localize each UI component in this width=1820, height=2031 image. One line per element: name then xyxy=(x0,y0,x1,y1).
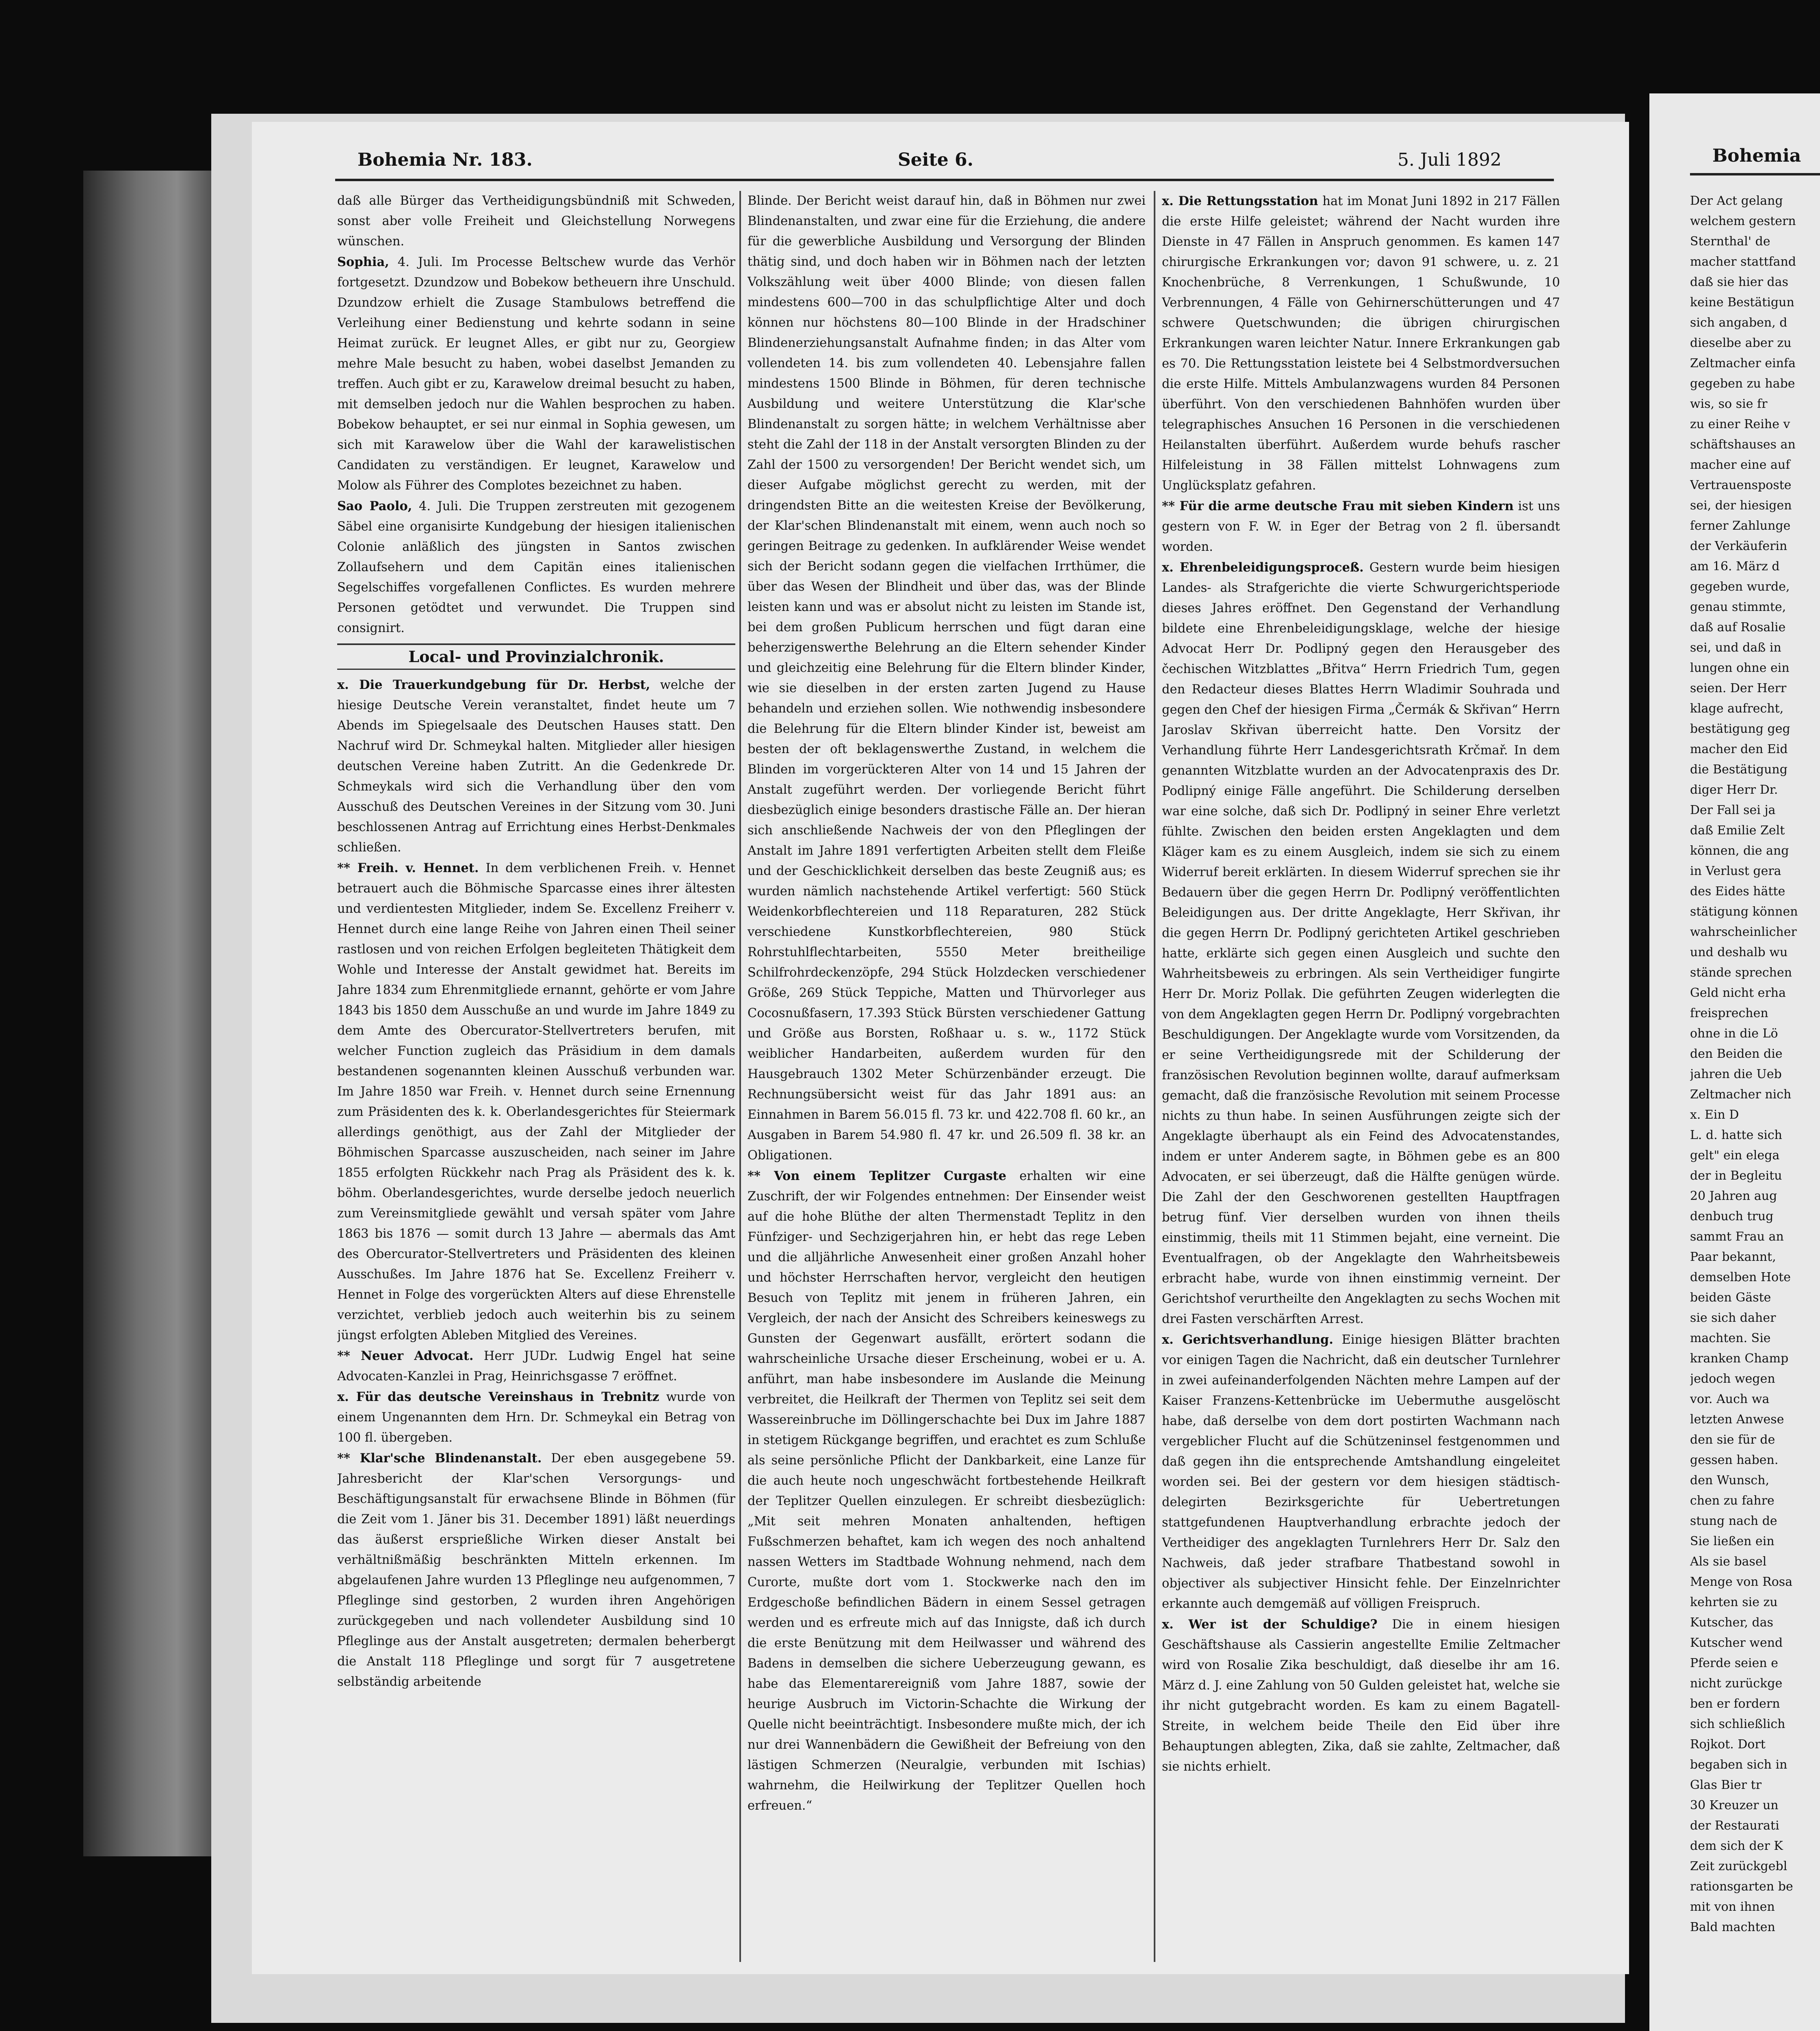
next-page-line: Zeltmacher nich xyxy=(1690,1087,1792,1102)
next-page-line: gessen haben. xyxy=(1690,1453,1779,1467)
next-page-line: daß sie hier das xyxy=(1690,275,1788,289)
next-page-line: Vertrauensposte xyxy=(1690,478,1792,492)
next-page-line: bestätigung geg xyxy=(1690,722,1790,736)
next-page-line: Zeltmacher einfa xyxy=(1690,356,1796,370)
article xyxy=(1162,1614,1560,1777)
article-body: wurde von einem Ungenannten dem Hrn. Dr. Schmeykal ein Betrag von 100 fl. übergeben. xyxy=(337,1390,735,1445)
next-page-line: wis, so sie fr xyxy=(1690,397,1768,411)
article-body: Die in einem hiesigen Geschäftshause als Cassierin angestellte Emilie Zeltmacher wird von Rosalie Zika beschuldigt, daß dieselbe ihr am 16. März d. J. eine Zahlung von 50 Gulden geleistet hat, welche sie ihr nicht gutgebracht worden. Es kam zu einem Bagatell-Streite, in welchem beide Theile den Eid über ihre Behauptungen ablegten, Zika, daß sie zahlte, Zeltmacher, daß sie nichts erhielt. xyxy=(1162,1617,1560,1774)
next-page-line: sich angaben, d xyxy=(1690,316,1788,330)
next-page-line: freisprechen xyxy=(1690,1006,1768,1020)
next-page-line: Paar bekannt, xyxy=(1690,1250,1776,1264)
article-title: Sophia, xyxy=(337,255,389,269)
next-page-line: Geld nicht erha xyxy=(1690,986,1786,1000)
paragraph: daß alle Bürger das Vertheidigungsbündniß mit Schweden, sonst aber volle Freiheit und Gleichstellung Norwegens wünschen. xyxy=(337,194,735,249)
column-divider xyxy=(1154,191,1155,1962)
next-page-line: wahrscheinlicher xyxy=(1690,925,1797,939)
article-body: Einige hiesigen Blätter brachten vor einigen Tagen die Nachricht, daß ein deutscher Turnlehrer in zwei aufeinanderfolgenden Nächten mehre Lampen auf der Kaiser Franzens-Kettenbrücke im Uebermuthe ausgelöscht habe, daß derselbe von dem dort postirten Wachmann nach vergeblicher Flucht auf die Schützeninsel festgenommen und daß gegen ihn die entsprechende Amtshandlung eingeleitet worden sei. Bei der gestern vor dem hiesigen städtisch-delegirten Bezirksgerichte für Uebertretungen stattgefundenen Hauptverhandlung erbrachte jedoch der Vertheidiger des angeklagten Turnlehrers Herr Dr. Salz den Nachweis, daß jeder strafbare Thatbestand sowohl in objectiver als subjectiver Hinsicht fehle. Der Einzelnrichter erkannte auch demgemäß auf völligen Freispruch. xyxy=(1162,1333,1560,1611)
next-page-line: chen zu fahre xyxy=(1690,1494,1774,1508)
next-page-line: jahren die Ueb xyxy=(1690,1067,1782,1081)
next-page-line: den Beiden die xyxy=(1690,1047,1783,1061)
next-page-line: vor. Auch wa xyxy=(1690,1392,1770,1406)
next-page-line: machten. Sie xyxy=(1690,1331,1771,1345)
next-page-line: Rojkot. Dort xyxy=(1690,1737,1766,1752)
next-page-line: der Verkäuferin xyxy=(1690,539,1788,553)
next-page-line: des Eides hätte xyxy=(1690,884,1785,899)
next-page-line: Glas Bier tr xyxy=(1690,1778,1762,1792)
next-page-line: rationsgarten be xyxy=(1690,1879,1793,1894)
next-page-line: können, die ang xyxy=(1690,844,1789,858)
header-rule xyxy=(335,179,1554,181)
header-right: 5. Juli 1892 xyxy=(1398,149,1502,170)
next-page-line: gegeben wurde, xyxy=(1690,580,1790,594)
article-body: erhalten wir eine Zuschrift, der wir Folgendes entnehmen: Der Einsender weist auf die hohe Blüthe der alten Thermenstadt Teplitz in den Fünfziger- und Sechzigerjahren hin, er hebt das rege Leben und die alljährliche Anwesenheit einer großen Anzahl hoher und höchster Herrschaften hervor, vergleicht den heutigen Besuch von Teplitz mit jenem in früheren Jahren, ein Vergleich, der nach der Ansicht des Schreibers keineswegs zu Gunsten der Gegenwart ausfällt, erörtert sodann die wahrscheinliche Ursache dieser Erscheinung, wobei er u. A. anführt, man habe insbesondere im Auslande die Meinung verbreitet, die Heilkraft der Thermen von Teplitz sei seit dem Wassereinbruche im Döllingerschachte bei Dux im Jahre 1887 in stetigem Rückgange begriffen, und erachtet es zum Schluße als seine persönliche Pflicht der Dankbarkeit, eine Lanze für die auch heute noch ungeschwächt fortbestehende Heilkraft der Teplitzer Quellen einzulegen. Er schreibt diesbezüglich: „Mit seit mehren Monaten anhaltenden, heftigen Fußschmerzen behaftet, kam ich wegen des noch anhaltend nassen Wetters im Stadtbade Wohnung nehmend, nach dem Curorte, mußte dort vom 1. Stockwerke nach den im Erdgeschoße befindlichen Bädern in einem Sessel getragen werden und es erfreute mich auf das Innigste, daß ich durch die erste Benützung mit dem Heilwasser und während des Badens in demselben die sichere Ueberzeugung gewann, es habe das Elementarereigniß vom Jahre 1887, sowie der heurige Ausbruch im Victorin-Schachte die Wirkung der Quelle nicht beeinträchtigt. Insbesondere mußte mich, der ich nur drei Wannenbädern die Gewißheit der Befreiung von den lästigen Schmerzen (Neuralgie, verbunden mit Ischias) wahrnehm, die Heilwirkung der Teplitzer Quellen hoch erfreuen.“ xyxy=(748,1169,1146,1813)
article-title: x. Die Trauerkundgebung für Dr. Herbst, xyxy=(337,678,650,692)
next-page-line: kranken Champ xyxy=(1690,1351,1789,1366)
header-left: Bohemia Nr. 183. xyxy=(358,149,533,170)
section-heading: Local- und Provinzialchronik. xyxy=(337,643,735,670)
next-page-line: sei, und daß in xyxy=(1690,641,1781,655)
next-page-line: Der Fall sei ja xyxy=(1690,803,1776,817)
article xyxy=(337,858,735,1346)
next-page-line: 30 Kreuzer un xyxy=(1690,1798,1779,1812)
next-page-line: Sternthal' de xyxy=(1690,234,1770,249)
next-page-line: und deshalb wu xyxy=(1690,945,1788,959)
article xyxy=(337,1387,735,1448)
next-page-line: Sie ließen ein xyxy=(1690,1534,1774,1548)
next-page-line: den Wunsch, xyxy=(1690,1473,1770,1488)
next-page-line: seien. Der Herr xyxy=(1690,681,1787,695)
article-body: 4. Juli. Die Truppen zerstreuten mit gezogenem Säbel eine organisirte Kundgebung der hiesigen italienischen Colonie anläßlich des jüngsten in Santos zwischen Zollaufsehern und dem Capitän eines italienischen Segelschiffes vorgefallenen Conflictes. Es wurden mehrere Personen getödtet und verwundet. Die Truppen sind consignirt. xyxy=(337,499,735,635)
next-page-line: gelt" ein elega xyxy=(1690,1148,1780,1163)
next-page-line: denbuch trug xyxy=(1690,1209,1774,1223)
article xyxy=(1162,496,1560,557)
article xyxy=(748,1166,1146,1816)
article-body: welche der hiesige Deutsche Verein veranstaltet, findet heute um 7 Abends im Spiegelsaale des Deutschen Hauses statt. Den Nachruf wird Dr. Schmeykal halten. Mitglieder aller hiesigen deutschen Vereine haben Zutritt. An die Gedenkrede Dr. Schmeykals wird sich die Verhandlung über den vom Ausschuß des Deutschen Vereines in der Sitzung vom 30. Juni beschlossenen Antrag auf Errichtung eines Herbst-Denkmales schließen. xyxy=(337,678,735,855)
next-page-line: Kutscher wend xyxy=(1690,1636,1783,1650)
header-center: Seite 6. xyxy=(898,149,974,170)
next-page-line: letzten Anwese xyxy=(1690,1412,1784,1427)
next-page-line: sei, der hiesigen xyxy=(1690,498,1792,513)
next-page-line: beiden Gäste xyxy=(1690,1290,1771,1305)
next-page-line: dieselbe aber zu xyxy=(1690,336,1792,350)
next-page-line: macher den Eid xyxy=(1690,742,1788,756)
column-1 xyxy=(337,191,735,1962)
next-page-line: Menge von Rosa xyxy=(1690,1575,1793,1589)
column-divider xyxy=(739,191,741,1962)
next-page-line: genau stimmte, xyxy=(1690,600,1786,614)
next-page-line: zu einer Reihe v xyxy=(1690,417,1790,431)
next-page-line: keine Bestätigun xyxy=(1690,295,1794,310)
next-page-line: demselben Hote xyxy=(1690,1270,1791,1284)
next-page-line: in Verlust gera xyxy=(1690,864,1781,878)
article-title: ** Von einem Teplitzer Curgaste xyxy=(748,1169,1007,1183)
next-page-line: gegeben zu habe xyxy=(1690,377,1795,391)
next-page-header: Bohemia xyxy=(1712,145,1801,166)
article xyxy=(337,675,735,858)
next-page-line: die Bestätigung xyxy=(1690,762,1788,777)
next-page-line: jedoch wegen xyxy=(1690,1372,1775,1386)
article-body: Gestern wurde beim hiesigen Landes- als Strafgerichte die vierte Schwurgerichtsperiode dieses Jahres eröffnet. Den Gegenstand der Verhandlung bildete eine Ehrenbeleidigungsklage, welche der hiesige Advocat Herr Dr. Podlipný gegen den Herausgeber des čechischen Witzblattes „Břitva“ Herrn Friedrich Tum, gegen den Redacteur dieses Blattes Herrn Wladimir Souhrada und gegen den Chef der hiesigen Firma „Čermák & Skřivan“ Herrn Jaroslav Skřivan überreicht hatte. Den Vorsitz der Verhandlung führte Herr Landesgerichtsrath Krčmař. In dem genannten Witzblatte wurden an der Advocatenpraxis des Dr. Podlipný einige Fälle angeführt. Die Schilderung derselben war eine solche, daß sich Dr. Podlipný in seiner Ehre verletzt fühlte. Zwischen den beiden ersten Angeklagten und dem Kläger kam es zu einem Ausgleich, indem sie sich zu einem Widerruf bereit erklärten. In diesem Widerruf sprechen sie ihr Bedauern über die gegen Herrn Dr. Podlipný veröffentlichten Beleidigungen aus. Der dritte Angeklagte, Herr Skřivan, ihr die gegen Herrn Dr. Podlipný gerichteten Artikel geschrieben hatte, erklärte sich gegen einen Ausgleich und suchte den Wahrheitsbeweis zu erbringen. Als sein Vertheidiger fungirte Herr Dr. Moriz Pollak. Die geführten Zeugen widerlegten die von dem Angeklagten gegen Herrn Dr. Podlipný vorgebrachten Beschuldigungen. Der Angeklagte wurde vom Vorsitzenden, da er seine Vertheidigungsrede mit der Schilderung der französischen Revolution beginnen wollte, darauf aufmerksam gemacht, daß die französische Revolution mit seinem Processe nichts zu thun habe. In seinen Ausführungen zeigte sich der Angeklagte überhaupt als ein Feind des Advocatenstandes, indem er unter Anderem sagte, in Böhmen gebe es an 800 Advocaten, er sei überzeugt, daß die Hälfte genügen würde. Die Zahl der den Geschworenen gestellten Hauptfragen betrug fünf. Vier derselben wurden von ihnen theils einstimmig, theils mit 11 Stimmen bejaht, eine verneint. Die Eventualfragen, ob der Angeklagte den Wahrheitsbeweis erbracht habe, wurde von ihnen einstimmig verneint. Der Gerichtshof verurtheilte den Angeklagten zu sechs Wochen mit drei Fasten verschärften Arrest. xyxy=(1162,561,1560,1326)
next-page-line: ben er fordern xyxy=(1690,1697,1780,1711)
next-page-line: stätigung können xyxy=(1690,905,1798,919)
article xyxy=(337,252,735,496)
article-title: x. Wer ist der Schuldige? xyxy=(1162,1617,1378,1632)
next-page-line: x. Ein D xyxy=(1690,1108,1739,1122)
next-page-line: kehrten sie zu xyxy=(1690,1595,1778,1609)
article-title: ** Für die arme deutsche Frau mit sieben Kindern xyxy=(1162,499,1514,513)
next-page-line: sich schließlich xyxy=(1690,1717,1785,1731)
next-page-line: stände sprechen xyxy=(1690,966,1792,980)
book-binding xyxy=(83,171,217,1856)
next-page-line: am 16. März d xyxy=(1690,559,1780,574)
next-page-line: den sie für de xyxy=(1690,1433,1775,1447)
article xyxy=(1162,191,1560,496)
article-title: x. Die Rettungsstation xyxy=(1162,194,1318,208)
next-page-line: dem sich der K xyxy=(1690,1839,1783,1853)
next-page-line: macher eine auf xyxy=(1690,458,1790,472)
article-title: ** Neuer Advocat. xyxy=(337,1349,474,1363)
article-title: x. Für das deutsche Vereinshaus in Trebnitz xyxy=(337,1390,659,1404)
article xyxy=(1162,557,1560,1329)
article-body: Herr JUDr. Ludwig Engel hat seine Advocaten-Kanzlei in Prag, Heinrichsgasse 7 eröffnet. xyxy=(337,1349,735,1384)
article-title: ** Freih. v. Hennet. xyxy=(337,861,479,875)
next-page-line: welchem gestern xyxy=(1690,214,1796,228)
next-page-line: ohne in die Lö xyxy=(1690,1026,1778,1041)
next-page-line: sammt Frau an xyxy=(1690,1230,1784,1244)
next-page-line: Der Act gelang xyxy=(1690,194,1783,208)
article xyxy=(1162,1329,1560,1614)
next-page-line: Bald machten xyxy=(1690,1920,1775,1934)
next-page-line: daß Emilie Zelt xyxy=(1690,823,1785,838)
next-page-line: Kutscher, das xyxy=(1690,1615,1774,1630)
article xyxy=(337,496,735,639)
article-body: 4. Juli. Im Processe Beltschew wurde das Verhör fortgesetzt. Dzundzow und Bobekow betheuern ihre Unschuld. Dzundzow erhielt die Zusage Stambulows betreffend die Verleihung einer Bedienstung und kehrte sodann in seine Heimat zurück. Er leugnet Alles, er gibt nur zu, Georgiew mehre Male besucht zu haben, wobei daselbst Jemanden zu treffen. Auch gibt er zu, Karawelow dreimal besucht zu haben, mit demselben jedoch nur die Wahlen besprochen zu haben. Bobekow behauptet, er sei nur einmal in Sophia gewesen, um sich mit Karawelow über die Wahl der karawelistischen Candidaten zu verständigen. Er leugnet, Karawelow und Molow als Führer des Complotes bezeichnet zu haben. xyxy=(337,255,735,493)
next-page-line: L. d. hatte sich xyxy=(1690,1128,1782,1142)
next-page-line: diger Herr Dr. xyxy=(1690,783,1778,797)
next-page-line: begaben sich in xyxy=(1690,1758,1788,1772)
column-3 xyxy=(1162,191,1560,1962)
next-page-line: der Restaurati xyxy=(1690,1819,1779,1833)
article-body: In dem verblichenen Freih. v. Hennet betrauert auch die Böhmische Sparcasse eines ihrer ältesten und verdientesten Mitglieder, indem Se. Excellenz Freiherr v. Hennet durch eine lange Reihe von Jahren einen Theil seiner rastlosen und von reichen Erfolgen begleiteten Thätigkeit dem Wohle und Interesse der Anstalt gewidmet hat. Bereits im Jahre 1834 zum Ehrenmitgliede ernannt, gehörte er vom Jahre 1843 bis 1850 dem Ausschuße an und wurde im Jahre 1849 zu dem Amte des Obercurator-Stellvertreters berufen, mit welcher Function zugleich das Präsidium in dem damals bestandenen sogenannten kleinen Ausschuß verbunden war. Im Jahre 1850 war Freih. v. Hennet durch seine Ernennung zum Präsidenten des k. k. Oberlandesgerichtes für Steiermark allerdings genöthigt, aus der Zahl der Mitglieder der Böhmischen Sparcasse auszuscheiden, nach seiner im Jahre 1855 erfolgten Rückkehr nach Prag als Präsident des k. k. böhm. Oberlandesgerichtes, wurde derselbe jedoch neuerlich zum Vereinsmitgliede gewählt und versah später vom Jahre 1863 bis 1876 — somit durch 13 Jahre — abermals das Amt des Obercurator-Stellvertreters und Präsidenten des kleinen Ausschußes. Im Jahre 1876 hat Se. Excellenz Freiherr v. Hennet in Folge des vorgerückten Alters auf diese Ehrenstelle verzichtet, verblieb jedoch auch weiterhin bis zu seinem jüngst erfolgten Ableben Mitglied des Vereines. xyxy=(337,861,735,1342)
next-page-line: macher stattfand xyxy=(1690,255,1796,269)
next-page-line: nicht zurückge xyxy=(1690,1676,1783,1691)
next-page-line: Zeit zurückgebl xyxy=(1690,1859,1788,1873)
article-body: Der eben ausgegebene 59. Jahresbericht der Klar'schen Versorgungs- und Beschäftigungsanstalt für erwachsene Blinde in Böhmen (für die Zeit vom 1. Jäner bis 31. December 1891) läßt neuerdings das äußerst ersprießliche Wirken dieser Anstalt bei verhältnißmäßig beschränkten Mitteln erkennen. Im abgelaufenen Jahre wurden 13 Pfleglinge neu aufgenommen, 7 Pfleglinge sind gestorben, 2 wurden ihren Angehörigen zurückgegeben und nach vollendeter Ausbildung sind 10 Pfleglinge aus der Anstalt ausgetreten; dermalen beherbergt die Anstalt 118 Pfleglinge und sorgt für 7 ausgetretene selbständig arbeitende xyxy=(337,1451,735,1689)
article-title: Sao Paolo, xyxy=(337,499,412,513)
paragraph: Blinde. Der Bericht weist darauf hin, daß in Böhmen nur zwei Blindenanstalten, und zwar eine für die Erziehung, die andere für die gewerbliche Ausbildung und Versorgung der Blinden thätig sind, und doch haben wir in Böhmen nach der letzten Volkszählung weit über 4000 Blinde; von diesen fallen mindestens 600—700 in das schulpflichtige Alter und doch können nur höchstens 80—100 Blinde in der Hradschiner Blindenerziehungsanstalt Aufnahme finden; in das Alter vom vollendeten 14. bis zum vollendeten 40. Lebensjahre fallen mindestens 1500 Blinde in Böhmen, für deren technische Ausbildung und weitere Unterstützung die Klar'sche Blindenanstalt zu sorgen hätte; in welchem Verhältnisse aber steht die Zahl der 118 in der Anstalt versorgten Blinden zu der Zahl der 1500 zu versorgenden! Der Bericht wendet sich, um dieser Aufgabe möglichst gerecht zu werden, mit der dringendsten Bitte an die weitesten Kreise der Bevölkerung, der Klar'schen Blindenanstalt mit einem, wenn auch noch so geringen Beitrage zu gedenken. In aufklärender Weise wendet sich der Bericht sodann gegen die vielfachen Irrthümer, die über das Wesen der Blindheit und über das, was der Blinde leisten kann und was er absolut nicht zu leisten im Stande ist, bei dem großen Publicum herrschen und fügt daran eine beherzigenswerthe Belehrung an die Eltern sehender Kinder und gleichzeitig eine Belehrung für die Eltern blinder Kinder, wie sie dieselben in der ersten zarten Jugend zu Hause behandeln und erziehen sollen. Wie nothwendig insbesondere die Belehrung für die Eltern blinder Kinder ist, beweist am besten der oft beklagenswerthe Zustand, in welchem die Blinden im vorgerückteren Alter von 14 und 15 Jahren der Anstalt zugeführt werden. Der vorliegende Bericht führt diesbezüglich einige besonders drastische Fälle an. Der hieran sich anschließende Nachweis der von den Pfleglingen der Anstalt im Jahre 1891 verfertigten Arbeiten stellt dem Fleiße und der Geschicklichkeit derselben das beste Zeugniß aus; es wurden nämlich nachstehende Artikel verfertigt: 560 Stück Weidenkorbflechtereien und 118 Reparaturen, 282 Stück verschiedene Kunstkorbflechtereien, 980 Stück Rohrstuhlflechtarbeiten, 5550 Meter breitheilige Schilfrohrdeckenzöpfe, 294 Stück Holzdecken verschiedener Größe, 269 Stück Teppiche, Matten und Thürvorleger aus Cocosnußfasern, 17.393 Stück Bürsten verschiedener Gattung und Größe aus Borsten, Roßhaar u. s. w., 1172 Stück weiblicher Handarbeiten, außerdem wurden für den Hausgebrauch 1302 Meter Schürzenbänder erzeugt. Die Rechnungsübersicht weist für das Jahr 1891 aus: an Einnahmen in Barem 56.015 fl. 73 kr. und 422.708 fl. 60 kr., an Ausgaben in Barem 54.980 fl. 47 kr. und 26.509 fl. 38 kr. an Obligationen. xyxy=(748,194,1146,1163)
article xyxy=(337,1448,735,1692)
next-page-column xyxy=(1690,191,1820,1994)
article-body: hat im Monat Juni 1892 in 217 Fällen die erste Hilfe geleistet; während der Nacht wurden ihre Dienste in 47 Fällen in Anspruch genommen. Es kamen 147 chirurgische Erkrankungen vor; davon 91 schwere, u. z. 21 Knochenbrüche, 8 Verrenkungen, 1 Schußwunde, 10 Verbrennungen, 4 Fälle von Gehirnerschütterungen und 47 schwere Quetschwunden; die übrigen chirurgischen Erkrankungen waren leichter Natur. Innere Erkrankungen gab es 70. Die Rettungsstation leistete bei 4 Selbstmordversuchen die erste Hilfe. Mittels Ambulanzwagens wurden 84 Personen überführt. Von den verschiedenen Bahnhöfen wurden über telegraphisches Ansuchen 16 Personen in die verschiedenen Heilanstalten überführt. Außerdem wurde behufs rascher Hilfeleistung in 38 Fällen mittelst Lohnwagens zum Unglücksplatz gefahren. xyxy=(1162,194,1560,493)
next-page-line: Pferde seien e xyxy=(1690,1656,1778,1670)
next-page-line: klage aufrecht, xyxy=(1690,702,1784,716)
next-page-line: daß auf Rosalie xyxy=(1690,620,1786,634)
article-title: ** Klar'sche Blindenanstalt. xyxy=(337,1451,542,1466)
next-page-line: Als sie basel xyxy=(1690,1555,1767,1569)
column-2 xyxy=(748,191,1146,1962)
next-page-line: der in Begleitu xyxy=(1690,1169,1782,1183)
next-page-line: 20 Jahren aug xyxy=(1690,1189,1777,1203)
next-page-line: schäftshauses an xyxy=(1690,437,1796,452)
next-page-line: ferner Zahlunge xyxy=(1690,519,1791,533)
next-page-rule xyxy=(1690,173,1820,175)
article xyxy=(337,1346,735,1387)
next-page-line: stung nach de xyxy=(1690,1514,1777,1528)
next-page-line: lungen ohne ein xyxy=(1690,661,1790,675)
next-page-line: sie sich daher xyxy=(1690,1311,1776,1325)
article-body: ist uns gestern von F. W. in Eger der Betrag von 2 fl. übersandt worden. xyxy=(1162,499,1560,554)
next-page-line: mit von ihnen xyxy=(1690,1900,1775,1914)
article-title: x. Gerichtsverhandlung. xyxy=(1162,1332,1333,1347)
article-title: x. Ehrenbeleidigungsproceß. xyxy=(1162,560,1364,575)
